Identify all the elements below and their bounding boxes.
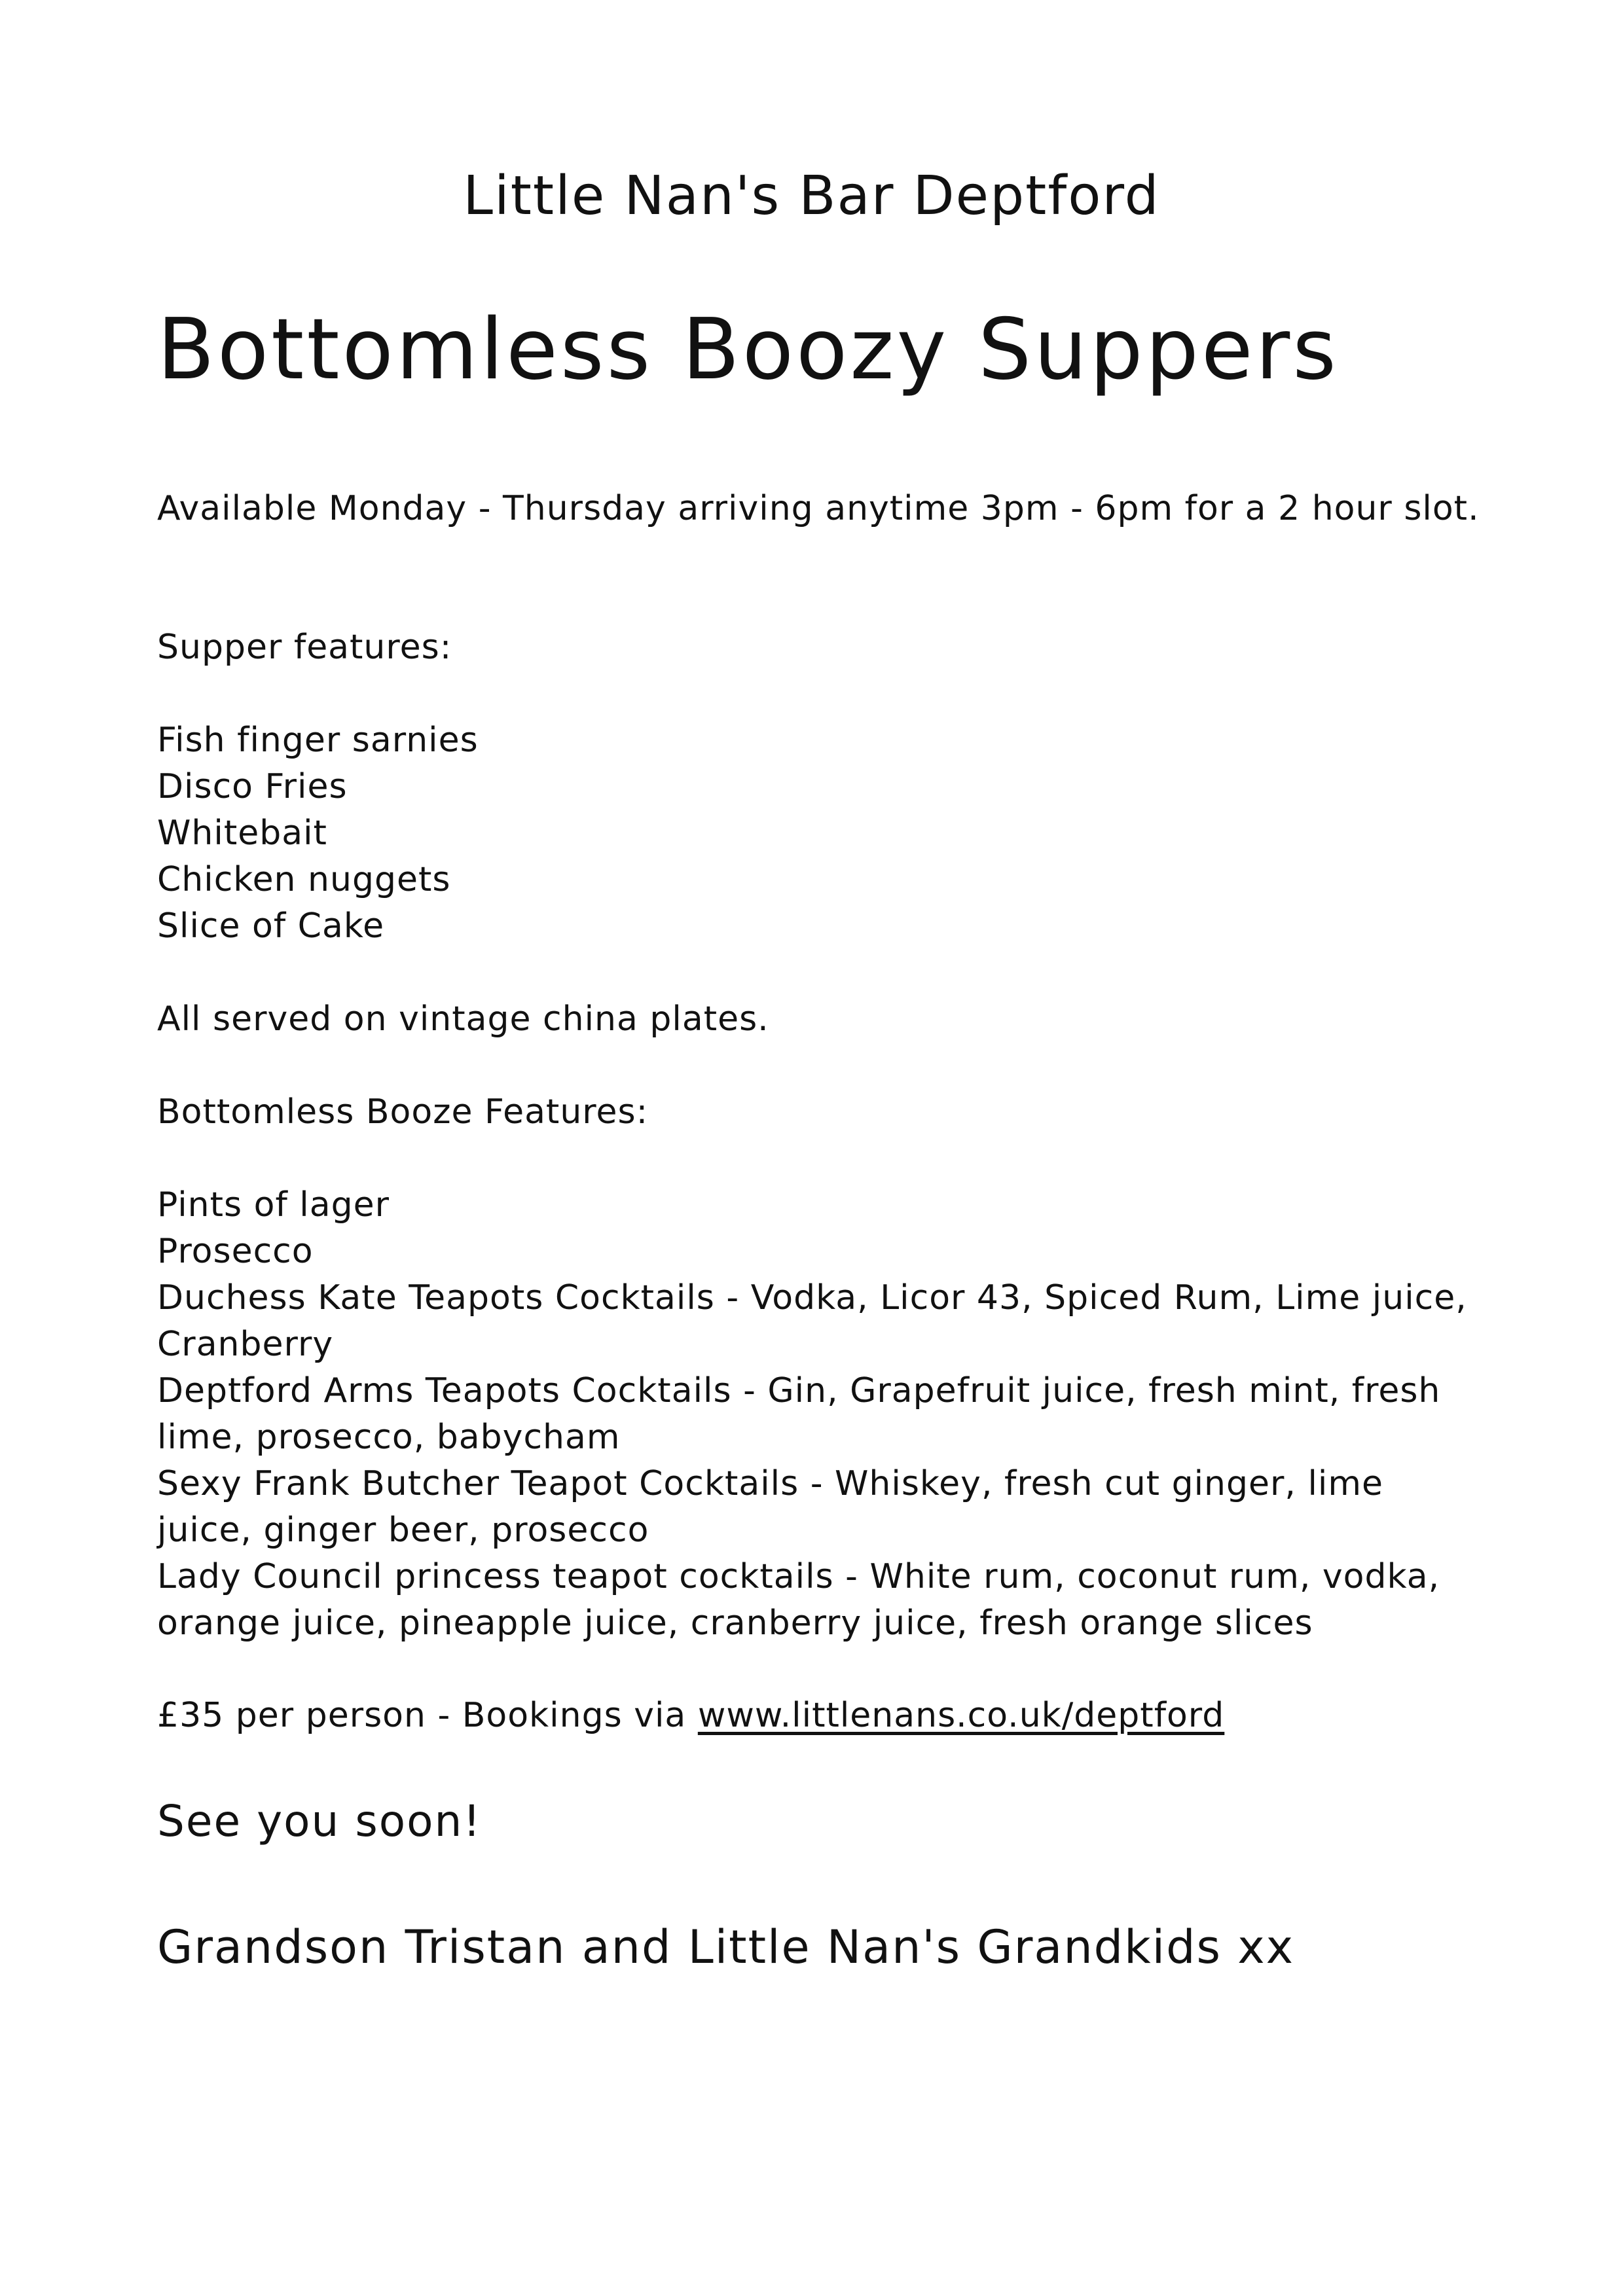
china-note: All served on vintage china plates. [157,999,769,1039]
booze-list [157,1182,1486,1647]
list-item: Chicken nuggets [157,860,451,899]
closing-text: See you soon! [157,1796,482,1846]
list-item: Prosecco [157,1232,314,1271]
booking-link[interactable]: www.littlenans.co.uk/deptford [697,1696,1225,1735]
list-item: Sexy Frank Butcher Teapot Cocktails - Whiskey, fresh cut ginger, lime juice, ginger beer, prosecco [157,1464,1383,1550]
list-item: Deptford Arms Teapots Cocktails - Gin, Grapefruit juice, fresh mint, fresh lime, prosecco, babycham [157,1371,1441,1457]
signoff-text: Grandson Tristan and Little Nan's Grandkids xx [157,1920,1295,1974]
list-item: Slice of Cake [157,906,385,946]
price-text: £35 per person - Bookings via [157,1696,698,1735]
supper-list [157,717,1486,950]
list-item: Duchess Kate Teapots Cocktails - Vodka, Licor 43, Spiced Rum, Lime juice, Cranberry [157,1278,1467,1364]
supper-heading: Supper features: [157,628,452,667]
availability-text: Available Monday - Thursday arriving anytime 3pm - 6pm for a 2 hour slot. [157,489,1480,528]
list-item: Fish finger sarnies [157,721,479,760]
list-item: Disco Fries [157,767,348,806]
booze-heading: Bottomless Booze Features: [157,1092,649,1132]
list-item: Pints of lager [157,1185,390,1225]
list-item: Lady Council princess teapot cocktails - White rum, coconut rum, vodka, orange juice, pineapple juice, cranberry juice, fresh orange slices [157,1557,1440,1643]
price-line [157,1693,1486,1739]
page-title: Bottomless Boozy Suppers [157,301,1339,399]
list-item: Whitebait [157,814,327,853]
venue-name: Little Nan's Bar Deptford [463,165,1160,227]
